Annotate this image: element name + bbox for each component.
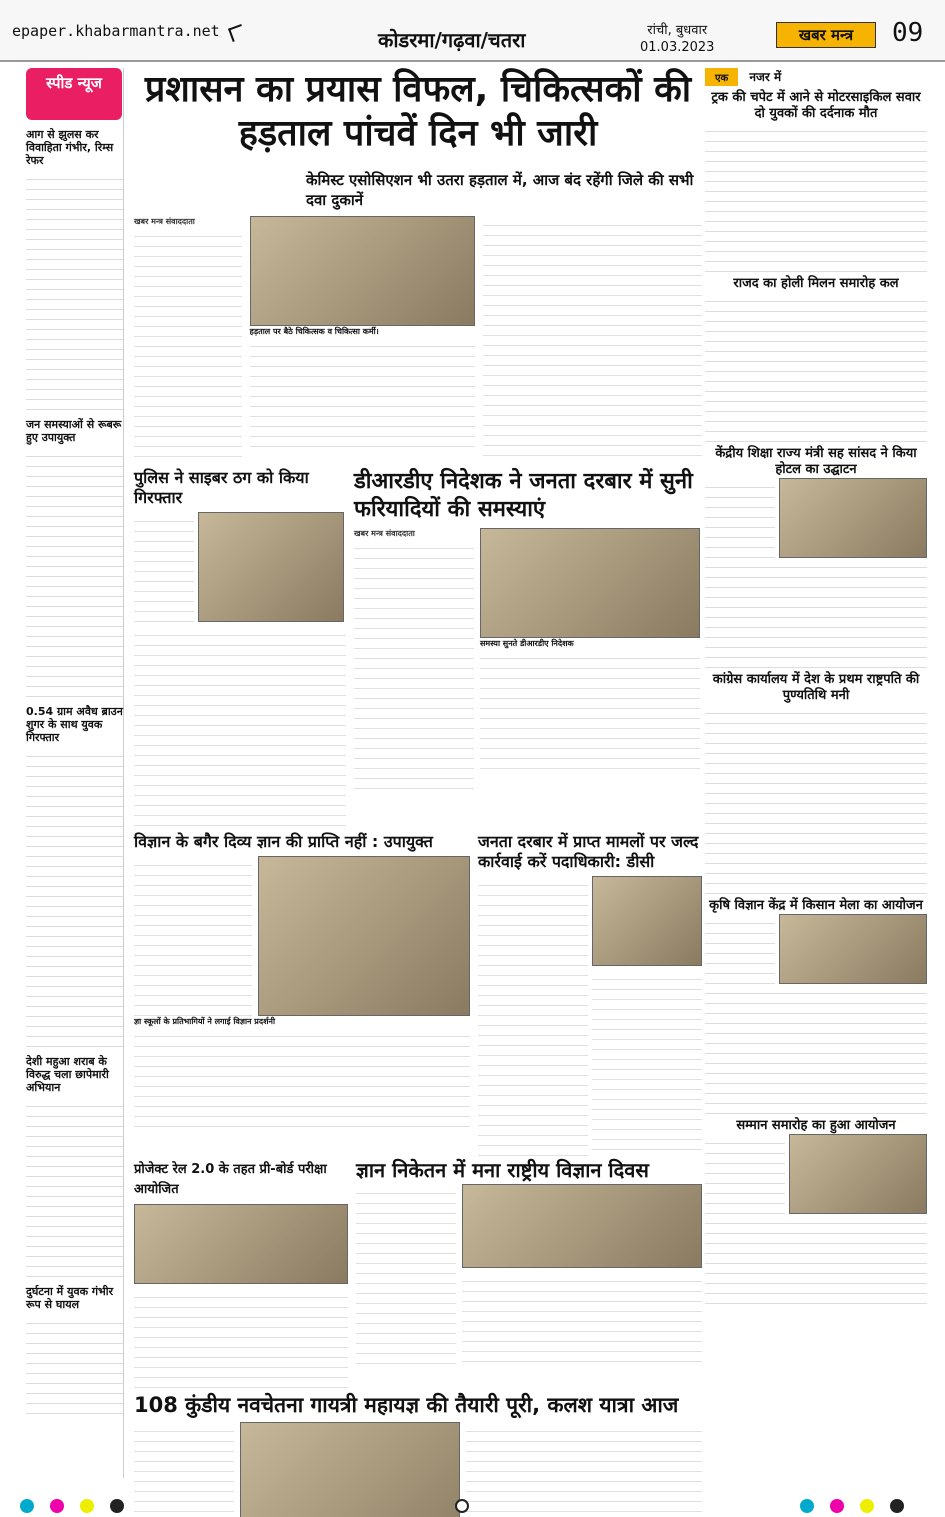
science-photo — [258, 856, 470, 1016]
main-area — [134, 68, 702, 1517]
drda-body-2 — [480, 649, 700, 775]
lead-body-2 — [250, 337, 475, 447]
cyan-mark-icon — [800, 1499, 814, 1513]
ek-tag: एक — [705, 68, 738, 86]
right-body-6b — [705, 1214, 927, 1304]
left-body-1 — [26, 170, 123, 410]
drda-body-1 — [354, 539, 474, 789]
right-body-5b — [705, 984, 927, 1114]
janta-body-1 — [478, 876, 588, 1156]
janta-darbar-headline: जनता दरबार में प्राप्त मामलों पर जल्द कार्रवाई करें पदाधिकारी: डीसी — [478, 832, 699, 871]
right-headline-2: राजद का होली मिलन समारोह कल — [733, 276, 899, 291]
left-body-5 — [26, 1314, 123, 1414]
cyber-fraud-headline: पुलिस ने साइबर ठग को किया गिरफ्तार — [134, 468, 309, 507]
right-headline-1: ट्रक की चपेट में आने से मोटरसाइकिल सवार दो युवकों की दर्दनाक मौत — [711, 90, 921, 121]
right-headline-6: सम्मान समारोह का हुआ आयोजन — [736, 1118, 896, 1133]
right-body-3a — [705, 478, 775, 558]
left-body-3 — [26, 747, 123, 1047]
left-body-2 — [26, 447, 123, 697]
lead-body-3 — [483, 216, 702, 462]
janta-body-2 — [592, 970, 702, 1156]
lead-body-1 — [134, 227, 242, 457]
right-body-1 — [705, 122, 927, 272]
gyan-niketan-headline: ज्ञान निकेतन में मना राष्ट्रीय विज्ञान दिवस — [356, 1158, 649, 1182]
cyber-body-1 — [134, 512, 194, 622]
samman-photo — [789, 1134, 927, 1214]
city-day: रांची, बुधवार — [647, 23, 708, 38]
right-body-5a — [705, 914, 775, 984]
left-headline-3: 0.54 ग्राम अवैध ब्राउन शुगर के साथ युवक गिरफ्तार — [26, 705, 123, 744]
cyber-body-2 — [134, 626, 346, 826]
gyan-photo — [462, 1184, 702, 1268]
yellow-mark-icon — [860, 1499, 874, 1513]
science-body-2 — [134, 1027, 470, 1127]
lead-photo — [250, 216, 475, 326]
science-caption: ज्ञा स्कूलों के प्रतिभागियों ने लगाई विज्ञान प्रदर्शनी — [134, 1016, 470, 1027]
crosshair-icon — [455, 1499, 469, 1513]
magenta-mark-icon — [830, 1499, 844, 1513]
speed-news-logo: स्पीड न्यूज — [26, 68, 122, 120]
page-number: 09 — [892, 18, 924, 48]
right-headline-3: केंद्रीय शिक्षा राज्य मंत्री सह सांसद ने किया होटल का उद्घाटन — [715, 446, 917, 477]
project-rail-photo — [134, 1204, 348, 1284]
janta-photo — [592, 876, 702, 966]
science-headline: विज्ञान के बगैर दिव्य ज्ञान की प्राप्ति नहीं : उपायुक्त — [134, 832, 433, 851]
right-body-2 — [705, 292, 927, 442]
kisan-mela-photo — [779, 914, 927, 984]
gyan-body-1 — [356, 1184, 456, 1364]
left-headline-1: आग से झुलस कर विवाहिता गंभीर, रिम्स रेफर — [26, 128, 114, 167]
left-body-4 — [26, 1097, 123, 1277]
top-bar — [0, 0, 945, 62]
right-body-6a — [705, 1134, 785, 1214]
date: 01.03.2023 — [640, 40, 715, 55]
lead-subtitle: केमिस्ट एसोसिएशन भी उतरा हड़ताल में, आज बंद रहेंगी जिले की सभी दवा दुकानें — [306, 171, 694, 209]
drda-headline: डीआरडीए निदेशक ने जनता दरबार में सुनी फरियादियों की समस्याएं — [354, 469, 693, 522]
print-registration-marks — [0, 1495, 945, 1517]
left-headline-4: देशी महुआ शराब के विरुद्ध चला छापेमारी अभियान — [26, 1055, 109, 1094]
right-headline-5: कृषि विज्ञान केंद्र में किसान मेला का आयोजन — [709, 898, 923, 913]
site-url[interactable]: epaper.khabarmantra.net — [12, 22, 220, 40]
lead-headline: प्रशासन का प्रयास विफल, चिकित्सकों की हड़ताल पांचवें दिन भी जारी — [144, 69, 692, 154]
science-body-1 — [134, 856, 252, 1016]
right-body-3b — [705, 558, 927, 668]
drda-photo — [480, 528, 700, 638]
magenta-mark-icon — [50, 1499, 64, 1513]
right-body-4 — [705, 704, 927, 894]
edition-title: कोडरमा/गढ़वा/चतरा — [378, 28, 526, 52]
gayatri-yagya-headline: 108 कुंडीय नवचेतना गायत्री महायज्ञ की तैयारी पूरी, कलश यात्रा आज — [134, 1393, 679, 1417]
cyber-photo — [198, 512, 344, 622]
project-rail-body — [134, 1288, 348, 1388]
nazar-tag: नजर में — [749, 70, 782, 84]
project-rail-headline: प्रोजेक्ट रेल 2.0 के तहत प्री-बोर्ड परीक्षा आयोजित — [134, 1162, 327, 1197]
yellow-mark-icon — [80, 1499, 94, 1513]
drda-caption: समस्या सुनते डीआरडीए निदेशक — [480, 638, 700, 649]
byline: खबर मन्त्र संवाददाता — [134, 217, 195, 226]
right-column — [705, 60, 927, 1304]
cyan-mark-icon — [20, 1499, 34, 1513]
dateline — [640, 22, 714, 56]
drda-byline: खबर मन्त्र संवाददाता — [354, 529, 415, 538]
black-mark-icon — [890, 1499, 904, 1513]
gyan-body-2 — [462, 1272, 702, 1364]
left-headline-5: दुर्घटना में युवक गंभीर रूप से घायल — [26, 1285, 114, 1311]
hotel-photo — [779, 478, 927, 558]
black-mark-icon — [110, 1499, 124, 1513]
lead-caption: हड़ताल पर बैठे चिकित्सक व चिकित्सा कर्मी। — [250, 326, 475, 337]
left-headline-2: जन समस्याओं से रूबरू हुए उपायुक्त — [26, 418, 122, 444]
right-headline-4: कांग्रेस कार्यालय में देश के प्रथम राष्ट्रपति की पुण्यतिथि मनी — [712, 672, 920, 703]
left-column — [26, 68, 124, 1478]
brand-logo: खबर मन्त्र — [776, 22, 876, 48]
cursor-icon — [228, 24, 246, 42]
